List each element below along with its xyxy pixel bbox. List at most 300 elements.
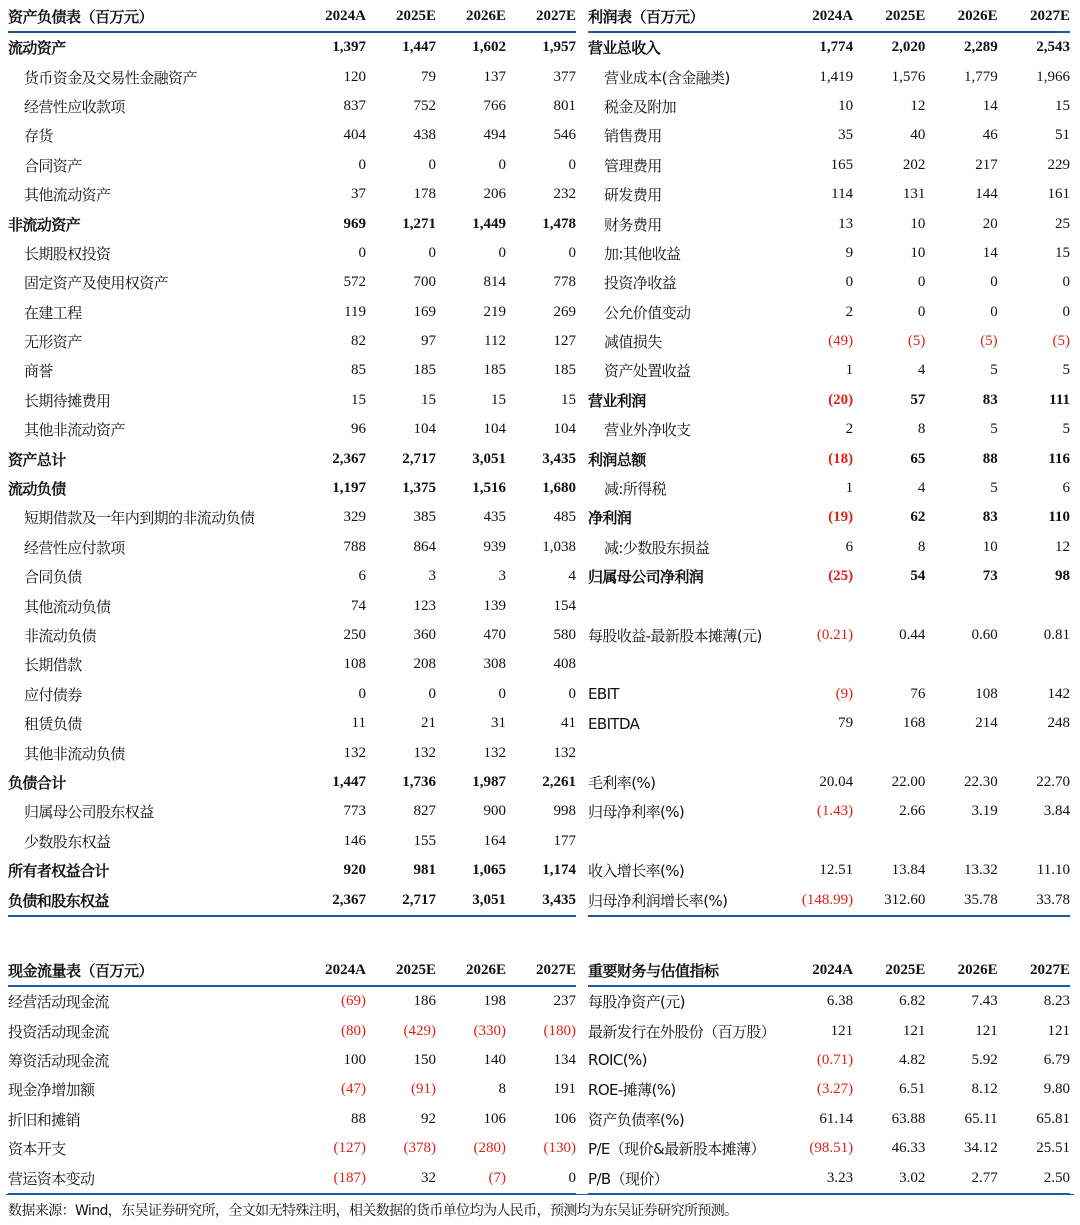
cell-value: 92 (421, 1110, 436, 1127)
cell-value: (0.21) (816, 627, 854, 643)
cell-value: 8.23 (1043, 993, 1070, 1010)
table-row (8, 474, 576, 503)
cell-value: 40 (910, 127, 926, 144)
cell-value: 0 (1062, 303, 1070, 320)
cell-value: 178 (413, 186, 436, 203)
row-label: 减:少数股东损益 (604, 538, 710, 557)
cell-value (925, 591, 997, 620)
table-row (588, 1163, 1070, 1192)
cell-value: 408 (553, 656, 576, 673)
footnote-divider (6, 1194, 1074, 1195)
cell-value: 132 (483, 744, 506, 761)
cell-value: 132 (553, 744, 576, 761)
cell-value: 13 (838, 215, 854, 232)
cell-value: 801 (553, 97, 576, 114)
row-label: 营业总收入 (588, 39, 661, 58)
cell-value: 3,051 (472, 450, 506, 467)
cell-value: 3,435 (542, 450, 576, 467)
cell-value: 6 (845, 538, 854, 555)
cell-value: 1,987 (472, 773, 506, 790)
cell-value (853, 738, 925, 767)
cell-value: 0 (358, 156, 366, 173)
cell-value: 54 (910, 568, 926, 585)
table-row (8, 268, 576, 297)
cell-value: 1,516 (472, 480, 506, 497)
cell-value: 46 (982, 127, 998, 144)
table-row (8, 1075, 576, 1104)
cell-value: 127 (553, 333, 576, 350)
year-header: 2027E (998, 956, 1070, 986)
table-title: 利润表（百万元） (588, 2, 789, 32)
table-row (588, 62, 1070, 91)
cell-value: 3 (428, 568, 436, 585)
cell-value: 33.78 (1036, 891, 1070, 908)
header-row (8, 956, 576, 986)
row-label: 短期借款及一年内到期的非流动负债 (24, 509, 255, 528)
cell-value: 206 (483, 186, 506, 203)
cell-value: 61.14 (819, 1110, 854, 1127)
cell-value: 185 (483, 362, 506, 379)
cell-value: 0 (428, 156, 436, 173)
table-row (588, 327, 1070, 356)
cell-value: 3.19 (971, 803, 998, 820)
row-label: P/B（现价） (588, 1169, 669, 1188)
cell-value: 121 (1047, 1022, 1070, 1039)
cell-value: 98 (1055, 568, 1070, 585)
cell-value: 11 (351, 715, 366, 732)
cell-value: 2.77 (971, 1169, 998, 1186)
cell-value (998, 827, 1070, 856)
table-row (8, 386, 576, 415)
year-header: 2025E (853, 956, 925, 986)
cell-value: 35.78 (963, 891, 998, 908)
cell-value: 8 (917, 421, 926, 438)
cell-value: (91) (411, 1081, 436, 1098)
table-row (588, 591, 1070, 620)
cell-value: 150 (413, 1051, 436, 1068)
table-row (588, 1105, 1070, 1134)
cell-value: 3.84 (1043, 803, 1070, 820)
cell-value: (280) (473, 1140, 506, 1157)
row-label: 负债合计 (8, 773, 66, 792)
table-row (588, 797, 1070, 826)
cell-value: 9 (845, 244, 854, 261)
row-label: 租赁负债 (24, 715, 82, 734)
cell-value: 22.30 (963, 773, 998, 790)
row-label: 公允价值变动 (604, 303, 691, 322)
row-label: 每股净资产(元) (588, 993, 685, 1012)
key-metrics-grid (588, 956, 1070, 1193)
table-row (8, 327, 576, 356)
cell-value: 939 (483, 538, 506, 555)
cell-value: 12.51 (819, 862, 854, 879)
cell-value: 788 (343, 538, 366, 555)
cell-value: (187) (333, 1169, 366, 1186)
row-label: ROIC(%) (588, 1051, 647, 1070)
row-label: 现金净增加额 (8, 1081, 95, 1100)
cell-value: (127) (333, 1140, 366, 1157)
cell-value: 1,447 (332, 773, 366, 790)
cell-value: 140 (483, 1051, 506, 1068)
cell-value: 8 (917, 538, 926, 555)
year-header: 2027E (998, 2, 1070, 32)
cell-value: 104 (483, 421, 506, 438)
cell-value: 1,174 (542, 862, 576, 879)
cell-value: 15 (1055, 244, 1070, 261)
cell-value: 5 (990, 421, 998, 438)
cell-value: 185 (553, 362, 576, 379)
cell-value: 1,576 (891, 68, 926, 85)
cell-value: 20 (982, 215, 998, 232)
cell-value: 108 (343, 656, 366, 673)
cell-value: 106 (553, 1110, 576, 1127)
cell-value: 4 (917, 362, 926, 379)
table-row (588, 650, 1070, 679)
table-row (8, 768, 576, 797)
table-row (8, 415, 576, 444)
cell-value: 998 (553, 803, 576, 820)
year-header: 2024A (789, 2, 853, 32)
cell-value: 12 (1055, 538, 1070, 555)
cell-value: 1,447 (402, 39, 436, 56)
table-row (588, 533, 1070, 562)
cell-value: 0 (568, 244, 576, 261)
cell-value: (130) (543, 1140, 576, 1157)
row-label: 归母净利润增长率(%) (588, 891, 728, 910)
cell-value: 35 (838, 127, 854, 144)
cell-value: 123 (413, 597, 436, 614)
table-row (8, 298, 576, 327)
row-label: EBIT (588, 685, 619, 704)
row-label: 投资活动现金流 (8, 1022, 109, 1041)
cell-value (998, 591, 1070, 620)
row-label: 少数股东权益 (24, 832, 111, 851)
cash-flow-grid (8, 956, 576, 1193)
income-statement-table (588, 2, 1070, 917)
cell-value: 100 (343, 1051, 366, 1068)
year-header: 2024A (296, 956, 366, 986)
cell-value: 5 (990, 480, 998, 497)
cell-value: 312.60 (884, 891, 926, 908)
row-label: 合同负债 (24, 568, 82, 587)
cell-value (925, 738, 997, 767)
row-label (588, 591, 789, 620)
row-label: 在建工程 (24, 303, 82, 322)
header-row (588, 956, 1070, 986)
cell-value: 0 (845, 274, 854, 291)
cell-value: 25 (1055, 215, 1070, 232)
row-label: EBITDA (588, 714, 640, 733)
cell-value: 46.33 (891, 1140, 926, 1157)
table-row (588, 298, 1070, 327)
row-label: 税金及附加 (604, 97, 677, 116)
row-label: 收入增长率(%) (588, 862, 685, 881)
cell-value: 2,261 (542, 773, 576, 790)
cell-value: 37 (351, 186, 366, 203)
cell-value: 161 (1047, 186, 1070, 203)
year-header: 2025E (366, 2, 436, 32)
cell-value (925, 827, 997, 856)
year-header: 2025E (853, 2, 925, 32)
row-label: 非流动资产 (8, 215, 81, 234)
table-row (588, 885, 1070, 914)
year-header: 2026E (925, 2, 997, 32)
cell-value: 773 (343, 803, 366, 820)
balance-sheet-grid (8, 2, 576, 915)
cell-value: 6.79 (1043, 1051, 1070, 1068)
cell-value (853, 650, 925, 679)
cell-value: 217 (975, 156, 998, 173)
table-row (8, 444, 576, 473)
cell-value: 14 (982, 244, 998, 261)
row-label: 长期借款 (24, 656, 82, 675)
header-row (8, 2, 576, 32)
cell-value: 0 (568, 1169, 576, 1186)
cell-value: 2 (845, 303, 854, 320)
row-label: 营运资本变动 (8, 1169, 95, 1188)
cell-value: 2,367 (332, 891, 366, 908)
cell-value: 920 (343, 862, 366, 879)
year-header: 2026E (436, 2, 506, 32)
cell-value: 1,419 (819, 68, 854, 85)
cell-value: 15 (421, 391, 436, 408)
cell-value: 202 (902, 156, 926, 173)
row-label: 利润总额 (588, 450, 646, 469)
cell-value: 404 (343, 127, 366, 144)
cell-value: 580 (553, 627, 576, 643)
cell-value: 766 (483, 97, 506, 114)
row-label: 所有者权益合计 (8, 862, 109, 881)
cell-value: 3 (498, 568, 506, 585)
cell-value: 250 (343, 627, 366, 643)
cell-value (853, 591, 925, 620)
cell-value: 121 (902, 1022, 926, 1039)
cell-value: 0.44 (899, 627, 926, 643)
cell-value: 198 (483, 993, 506, 1010)
cell-value (998, 738, 1070, 767)
row-label: 营业成本(含金融类) (604, 68, 730, 87)
cell-value: 10 (838, 97, 854, 114)
cell-value: 5 (1062, 421, 1070, 438)
row-label: 负债和股东权益 (8, 891, 109, 910)
cell-value: 82 (351, 333, 366, 350)
row-label: 其他非流动负债 (24, 744, 125, 763)
table-row (8, 709, 576, 738)
cell-value: (19) (828, 509, 854, 526)
cell-value: 229 (1047, 156, 1070, 173)
table-row (588, 768, 1070, 797)
row-label: 其他非流动资产 (24, 421, 125, 440)
cell-value: 969 (343, 215, 366, 232)
table-row (588, 709, 1070, 738)
cell-value: 1,038 (542, 538, 576, 555)
table-row (8, 92, 576, 121)
cell-value: 0 (498, 244, 506, 261)
cell-value: 104 (553, 421, 576, 438)
cell-value: 4.82 (899, 1051, 926, 1068)
cell-value: 154 (553, 597, 576, 614)
cell-value: 88 (351, 1110, 366, 1127)
cell-value: 132 (343, 744, 366, 761)
cell-value: 88 (982, 450, 998, 467)
cell-value: 4 (568, 568, 576, 585)
cell-value: 57 (910, 391, 926, 408)
income-statement-grid (588, 2, 1070, 915)
table-row (588, 386, 1070, 415)
cell-value: 13.84 (891, 862, 926, 879)
row-label: 非流动负债 (24, 627, 97, 645)
cell-value: 3.23 (826, 1169, 854, 1186)
table-row (588, 92, 1070, 121)
cell-value: 4 (917, 480, 926, 497)
year-header: 2026E (925, 956, 997, 986)
cell-value: 0.81 (1043, 627, 1070, 643)
cell-value: 65.81 (1036, 1110, 1070, 1127)
cell-value: 485 (553, 509, 576, 526)
cell-value: 185 (413, 362, 436, 379)
table-row (8, 1105, 576, 1134)
cell-value: 79 (421, 68, 436, 85)
cell-value: 21 (421, 715, 436, 732)
row-label: 经营活动现金流 (8, 993, 109, 1012)
table-row (8, 239, 576, 268)
cell-value: 0 (358, 685, 366, 702)
cell-value: 435 (483, 509, 506, 526)
cell-value: 814 (483, 274, 506, 291)
table-title: 现金流量表（百万元） (8, 956, 296, 986)
table-row (8, 562, 576, 591)
cell-value: 2,289 (963, 39, 998, 56)
cell-value: 0 (568, 685, 576, 702)
cell-value: 62 (910, 509, 926, 526)
cell-value: 155 (413, 832, 436, 849)
cell-value: 15 (1055, 97, 1070, 114)
table-row (588, 444, 1070, 473)
cell-value: (5) (1052, 333, 1070, 350)
cell-value: 0 (568, 156, 576, 173)
cell-value: 8 (498, 1081, 506, 1098)
row-label: 财务费用 (604, 215, 662, 234)
cell-value: 2,717 (402, 891, 436, 908)
cell-value: 165 (830, 156, 854, 173)
table-row (8, 356, 576, 385)
cell-value: (69) (341, 993, 366, 1010)
cell-value: 142 (1047, 685, 1070, 702)
cell-value: 164 (483, 832, 506, 849)
cell-value: 65.11 (964, 1110, 998, 1127)
cell-value: (3.27) (816, 1081, 854, 1098)
table-row (8, 621, 576, 650)
cell-value: 494 (483, 127, 506, 144)
row-label: 货币资金及交易性金融资产 (24, 68, 197, 87)
year-header: 2027E (506, 2, 576, 32)
row-label: 资产处置收益 (604, 362, 691, 381)
cell-value: 10 (982, 538, 998, 555)
cell-value: 5.92 (971, 1051, 998, 1068)
table-row (8, 180, 576, 209)
key-metrics-table (588, 956, 1070, 1195)
row-label: 商誉 (24, 362, 53, 381)
cell-value: 15 (351, 391, 366, 408)
cell-value: 41 (561, 715, 576, 732)
table-row (8, 209, 576, 238)
cell-value: 31 (491, 715, 506, 732)
cell-value: 5 (990, 362, 998, 379)
cell-value: 132 (413, 744, 436, 761)
table-row (588, 680, 1070, 709)
cell-value: 65 (910, 450, 926, 467)
table-row (8, 1134, 576, 1163)
table-row (588, 474, 1070, 503)
cell-value (789, 827, 853, 856)
row-label: 减值损失 (604, 333, 662, 352)
row-label: 流动资产 (8, 39, 66, 58)
row-label: 研发费用 (604, 186, 662, 205)
year-header: 2024A (789, 956, 853, 986)
cell-value: 1,736 (402, 773, 436, 790)
cell-value: (49) (828, 333, 854, 350)
row-label: 经营性应收款项 (24, 97, 125, 116)
table-row (8, 650, 576, 679)
table-row (588, 621, 1070, 650)
cell-value: 1 (845, 362, 854, 379)
cell-value: 546 (553, 127, 576, 144)
cell-value: 8.12 (971, 1081, 998, 1098)
row-label: 合同资产 (24, 156, 82, 175)
row-label (588, 827, 789, 856)
row-label: P/E（现价&最新股本摊薄） (588, 1140, 765, 1159)
cell-value: 2,367 (332, 450, 366, 467)
cell-value: 2,717 (402, 450, 436, 467)
row-label: 毛利率(%) (588, 773, 656, 792)
cell-value (789, 650, 853, 679)
table-row (588, 1134, 1070, 1163)
cell-value: (429) (403, 1022, 436, 1039)
table-row (8, 680, 576, 709)
row-label (588, 650, 789, 679)
cell-value: 0 (428, 685, 436, 702)
row-label: 归母净利率(%) (588, 803, 685, 822)
table-row (588, 356, 1070, 385)
cell-value: 96 (351, 421, 366, 438)
table-row (8, 797, 576, 826)
cell-value: 0 (917, 274, 926, 291)
table-row (8, 885, 576, 914)
cell-value: (1.43) (816, 803, 854, 820)
cell-value: 169 (413, 303, 436, 320)
row-label: 长期股权投资 (24, 244, 111, 263)
table-row (588, 268, 1070, 297)
cell-value: 360 (413, 627, 436, 643)
cell-value: (20) (828, 391, 854, 408)
footnote: 数据来源：Wind，东吴证券研究所，全文如无特殊注明，相关数据的货币单位均为人民币，预测均为东吴证券研究所预测。 (8, 1203, 738, 1219)
table-row (8, 62, 576, 91)
row-label: 资产负债率(%) (588, 1110, 685, 1129)
cell-value: 120 (343, 68, 366, 85)
table-row (8, 591, 576, 620)
row-label: 流动负债 (8, 480, 66, 499)
table-row (588, 121, 1070, 150)
cell-value: 1,065 (472, 862, 506, 879)
cell-value: 1,397 (332, 39, 366, 56)
table-row (8, 1046, 576, 1075)
table-row (588, 239, 1070, 268)
cell-value: (7) (488, 1169, 506, 1186)
row-label: 销售费用 (604, 127, 662, 146)
row-label: 应付债券 (24, 685, 82, 704)
cell-value: 0 (428, 244, 436, 261)
row-label: 最新发行在外股份（百万股） (588, 1022, 776, 1041)
